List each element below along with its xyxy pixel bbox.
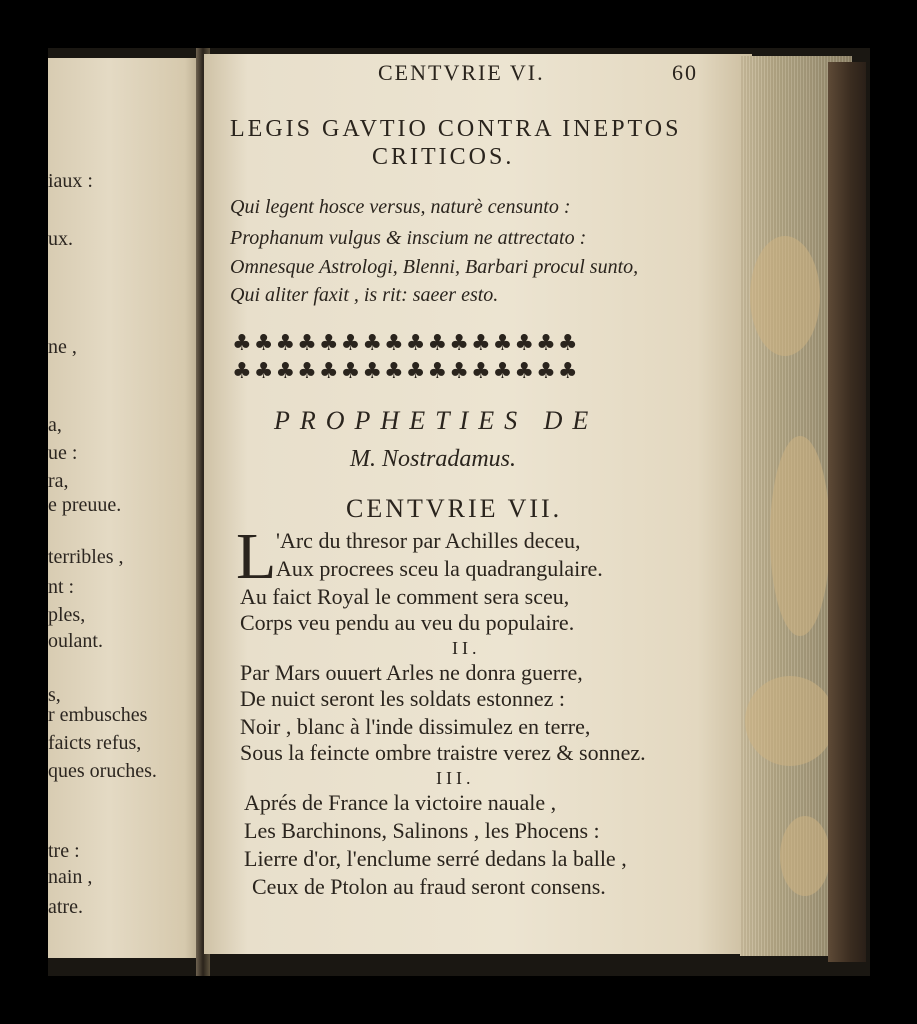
caution-verse: Qui legent hosce versus, naturè censunto :: [230, 196, 571, 218]
page-number: 60: [672, 60, 698, 85]
left-page-line: iaux :: [48, 170, 93, 192]
left-page-line: faicts refus,: [48, 732, 142, 754]
verse-line: Corps veu pendu au veu du populaire.: [240, 610, 575, 635]
left-page: [48, 58, 200, 958]
left-page-line: a,: [48, 414, 62, 436]
caution-verse: Prophanum vulgus & inscium ne attrectato :: [230, 227, 587, 249]
verse-line: Les Barchinons, Salinons , les Phocens :: [244, 818, 600, 843]
ornament-row: ♣♣♣♣♣♣♣♣♣♣♣♣♣♣♣♣: [232, 331, 580, 356]
drop-cap: L: [236, 520, 277, 593]
left-page-line: ples,: [48, 604, 86, 626]
verse-line: Par Mars ouuert Arles ne donra guerre,: [240, 660, 583, 685]
verse-line: Ceux de Ptolon au fraud seront consens.: [252, 874, 606, 899]
left-page-line: e preuue.: [48, 494, 122, 516]
left-page-line: ux.: [48, 228, 73, 250]
left-page-line: terribles ,: [48, 546, 124, 568]
left-page-line: ra,: [48, 470, 69, 492]
caution-title-line2: CRITICOS.: [372, 144, 515, 170]
quatrain-number: II.: [452, 638, 481, 658]
caution-verse: Omnesque Astrologi, Blenni, Barbari procul sunto,: [230, 256, 639, 278]
book-cover: [828, 62, 866, 962]
left-page-line: tre :: [48, 840, 80, 862]
left-page-line: nt :: [48, 576, 75, 598]
fleuron-ornament: [232, 330, 712, 390]
verse-line: Lierre d'or, l'enclume serré dedans la balle ,: [244, 846, 627, 871]
caution-title-line1: LEGIS GAVTIO CONTRA INEPTOS: [230, 116, 682, 142]
caution-verse: Qui aliter faxit , is rit: saeer esto.: [230, 284, 499, 306]
stain: [780, 816, 830, 896]
verse-line: Au faict Royal le comment sera sceu,: [240, 584, 570, 609]
left-page-line: nain ,: [48, 866, 93, 888]
century-title: CENTVRIE VII.: [346, 494, 563, 523]
running-title: CENTVRIE VI.: [378, 60, 545, 85]
section-title: PROPHETIES DE: [274, 406, 599, 435]
left-page-line: oulant.: [48, 630, 103, 652]
left-page-line: r embusches: [48, 704, 148, 726]
stain: [770, 436, 830, 636]
quatrain-number: III.: [436, 768, 475, 788]
left-page-line: s,: [48, 684, 61, 706]
stain: [750, 236, 820, 356]
verse-line: 'Arc du thresor par Achilles deceu,: [276, 528, 581, 553]
left-page-line: ne ,: [48, 336, 77, 358]
section-author: M. Nostradamus.: [350, 446, 517, 472]
verse-line: Aprés de France la victoire nauale ,: [244, 790, 557, 815]
ornament-row: ♣♣♣♣♣♣♣♣♣♣♣♣♣♣♣♣: [232, 359, 580, 384]
verse-line: Sous la feincte ombre traistre verez & sonnez.: [240, 740, 646, 765]
left-page-line: atre.: [48, 896, 83, 918]
left-page-line: ques oruches.: [48, 760, 157, 782]
stain: [745, 676, 835, 766]
verse-line: Aux procrees sceu la quadrangulaire.: [276, 556, 603, 581]
verse-line: De nuict seront les soldats estonnez :: [240, 686, 566, 711]
verse-line: Noir , blanc à l'inde dissimulez en terre,: [240, 714, 591, 739]
left-page-line: ue :: [48, 442, 78, 464]
